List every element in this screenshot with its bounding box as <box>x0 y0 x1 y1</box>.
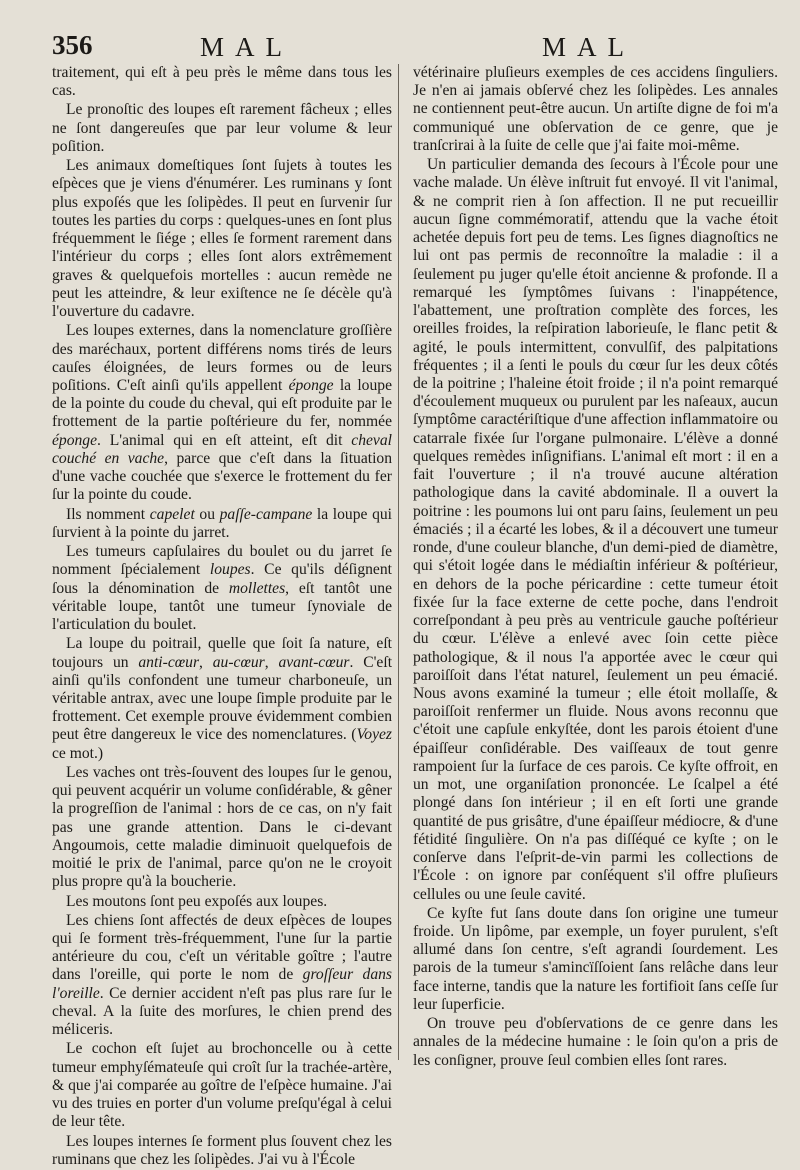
text-run: Le pronoſtic des loupes eſt rarement fâcheux ; elles ne ſont dangereuſes que par leur volume & leur poſition. <box>52 101 392 155</box>
italic-term: éponge <box>52 431 98 449</box>
text-run: . C'eſt ainſi qu'ils confondent une tumeur charboneuſe, un véritable antrax, avec une loupe ſimple produite par le frottement. Cet exemple prouve évidemment combien peut être dangereux le vice des nomenclatures. ( <box>52 653 393 744</box>
running-head-left: MAL <box>200 32 293 62</box>
paragraph <box>52 893 392 911</box>
text-run: , <box>199 653 213 671</box>
text-run: Les vaches ont très-ſouvent des loupes ſur le genou, qui peuvent acquérir un volume conſidérable, & gêner la progreſſion de l'animal : hors de ce cas, on n'y fait pas une grande attention. Dans le ci-devant Angoumois, cette maladie diminuoit quelquefois de moitié le prix de l'animal, parce qu'on ne le croyoit plus propre qu'à la boucherie. <box>52 763 392 891</box>
text-run: traitement, qui eſt à peu près le même dans tous les cas. <box>52 64 392 100</box>
text-run: Ce kyſte fut ſans doute dans ſon origine une tumeur froide. Un lipôme, par exemple, un foyer purulent, s'eſt allumé dans ſon centre, s'eſt agrandi ſourdement. Les parois de la tumeur s'amincïſſoient ſans relâche dans leur face interne, tandis que la nature les fortifioit ſans ceſſe ſur leur ſuperficie. <box>413 904 778 1013</box>
running-head-right: MAL <box>542 32 635 62</box>
text-run: , <box>264 653 279 671</box>
text-run: la loupe qui ſurvient à la pointe du jarret. <box>52 505 392 541</box>
paragraph <box>52 1133 392 1169</box>
text-run: . L'animal qui en eſt atteint, eſt dit <box>97 431 352 449</box>
italic-term: au-cœur <box>212 653 265 671</box>
paragraph <box>52 543 392 634</box>
text-run: Les animaux domeſtiques ſont ſujets à toutes les eſpèces que je viens d'énumérer. Les ruminans y ſont plus expoſés que les ſolipèdes. Il peut en ſurvenir ſur toutes les parties du corps : quelques-unes en ſont plus fréquemment le ſiége ; elles ſe forment rarement dans l'intérieur du corps ; elles ſont alors extrêmement graves & quelquefois mortelles : aucun remède ne peut les atteindre, & leur exiſtence ne ſe décèle qu'à l'ouverture du cadavre. <box>52 157 392 321</box>
italic-term: cheval couché en vache <box>52 431 392 467</box>
paragraph <box>52 101 392 156</box>
paragraph <box>413 156 778 904</box>
italic-term: paſſe-campane <box>219 505 313 523</box>
text-run: , eſt tantôt une véritable loupe, tantôt une tumeur ſynoviale de l'articulation du boulet. <box>52 579 393 634</box>
paragraph <box>413 64 778 155</box>
text-run: Le cochon eſt ſujet au brochoncelle ou à cette tumeur emphyſémateuſe qui croît ſur la trachée-artère, & que j'ai comparée au goître de l'eſpèce humaine. J'ai vu des truies en porter d'un volume preſqu'égal à celui de leur tête. <box>52 1040 392 1131</box>
italic-term: avant-cœur <box>278 653 350 671</box>
left-text-column <box>52 64 392 1170</box>
paragraph <box>52 764 392 892</box>
text-run: Les loupes externes, dans la nomenclature groſſière des maréchaux, portent différens noms tirés de leurs cauſes éloignées, de leurs formes ou de leurs poſitions. C'eſt ainſi qu'ils appellent <box>52 322 392 394</box>
paragraph <box>52 506 392 542</box>
text-run: Les moutons ſont peu expoſés aux loupes. <box>66 892 328 910</box>
text-run: Ils nomment <box>66 505 150 523</box>
paragraph <box>52 157 392 321</box>
italic-term: loupes <box>209 561 251 579</box>
paragraph <box>52 1040 392 1131</box>
text-run: ce mot.) <box>52 744 104 762</box>
italic-term: Voyez <box>356 726 392 744</box>
text-run: . Ce qu'ils déſignent ſous la dénomination de <box>52 561 392 597</box>
page-number: 356 <box>52 30 93 60</box>
paragraph <box>413 905 778 1014</box>
text-run: La loupe du poitrail, quelle que ſoit ſa nature, eſt toujours un <box>52 635 392 671</box>
column-divider <box>398 64 399 1060</box>
paragraph <box>52 635 392 763</box>
page-header <box>52 24 776 62</box>
text-run: Les loupes internes ſe forment plus ſouvent chez les ruminans que chez les ſolipèdes. J'ai vu à l'École <box>52 1132 392 1168</box>
text-run: vétérinaire pluſieurs exemples de ces accidens ſinguliers. Je n'en ai jamais obſervé chez les ſolipèdes. Les annales ne contiennent peut-être aucun. Un artiſte digne de foi m'a communiqué une obſervation de ce genre, que je tranſcrirai à la ſuite de celle que j'ai faite moi-même. <box>413 64 778 154</box>
italic-term: capelet <box>149 505 195 523</box>
paragraph <box>52 64 392 100</box>
paragraph <box>52 322 392 504</box>
italic-term: mollettes <box>228 579 286 597</box>
text-run: ou <box>194 505 220 523</box>
text-run: On trouve peu d'obſervations de ce genre dans les annales de la médecine humaine : le ſoin qu'on a pris de les conſigner, prouve ſeul combien elles ſont rares. <box>413 1015 778 1069</box>
right-text-column <box>413 64 778 1071</box>
text-run: , parce que c'eſt dans la ſituation d'une vache couchée que s'exerce le frottement du fer ſur la pointe du coude. <box>52 449 393 504</box>
text-run: Les tumeurs capſulaires du boulet ou du jarret ſe nomment ſpécialement <box>52 543 392 579</box>
text-run: la loupe de la pointe du coude du cheval, qui eſt produite par le frottement de la partie poſtérieure du fer, nommée <box>52 376 392 431</box>
text-run: Les chiens ſont affectés de deux eſpèces de loupes qui ſe forment très-fréquemment, l'une ſur la partie antérieure du cou, c'eſt un véritable goître ; l'autre dans l'oreille, qui porte le nom de <box>52 911 392 984</box>
paragraph <box>52 912 392 1040</box>
italic-term: éponge <box>288 376 334 394</box>
italic-term: groſſeur dans l'oreille <box>52 966 392 1002</box>
italic-term: anti-cœur <box>138 653 200 671</box>
text-run: . Ce dernier accident n'eſt pas plus rare ſur le cheval. A la ſuite des morſures, le chien prend des méliceris. <box>52 984 392 1039</box>
paragraph <box>413 1015 778 1070</box>
text-run: Un particulier demanda des ſecours à l'École pour une vache malade. Un élève inſtruit fut envoyé. Il vit l'animal, & ne comprit rien à ſon affection. Il ne put recueillir aucun ſigne commémoratif, attendu que la vache étoit achetée depuis fort peu de tems. Les ſignes diagnoſtics ne lui ont pas permis de reconnoître la maladie : il a ſeulement pu juger qu'elle étoit ancienne & profonde. Il a remarqué les ſymptômes ſuivans : l'inappétence, l'abattement, une proſtration complète des forces, les oreilles froides, la reſpiration laborieuſe, le flanc petit & agité, le pouls intermittent, convulſif, des palpitations fréquentes ; il a ſenti le pouls du cœur ſur les deux côtés de la poitrine ; l'haleine étoit froide ; il n'a point remarqué d'écoulement muqueux ou purulent par les naſeaux, aucun ſymptôme caractériſtique d'une affection inflammatoire ou catarrale fixée ſur l'organe pulmonaire. L'élève a donné quelques remèdes inſignifians. L'animal eſt mort : il en a fait l'ouverture ; il n'a trouvé aucune altération pathologique dans la cavité abdominale. Il a ouvert la poitrine : les poumons lui ont paru ſains, ſeulement un peu émaciés ; il a écarté les lobes, & il a découvert une tumeur ronde, d'une couleur blanche, d'un demi-pied de diamètre, qui s'étoit logée dans le médiaſtin inférieur & poſtérieur, en dehors de la poche péricardine : cette tumeur étoit fixée ſur la face externe de cette poche, dans l'endroit correſpondant à peu près au ventricule gauche poſtérieur du cœur. L'élève a enlevé avec ſoin cette pièce pathologique, & il nous l'a apportée avec le cœur qui paroiſſoit dans l'état naturel, ſeulement un peu émacié. Nous avons examiné la tumeur ; elle étoit mollaſſe, & paroiſſoit renfermer un fluide. Nous avons reconnu que c'étoit une capſule enkyſtée, dont les parois étoient d'une épaiſſeur conſidérable. Des vaiſſeaux de tout genre rampoient ſur la ſurface de ces parois. Ce kyſte offroit, en un mot, une organiſation prononcée. Le ſcalpel a été plongé dans ſon intérieur ; il en eſt ſorti une grande quantité de pus grisâtre, d'une épaiſſeur médiocre, & d'une fétidité ſingulière. On n'a pas diſſéqué ce kyſte ; on le conſerve dans l'eſprit-de-vin parmi les collections de l'École : on ignore par conſéquent s'il offre pluſieurs cellules ou une ſeule cavité. <box>413 156 778 903</box>
